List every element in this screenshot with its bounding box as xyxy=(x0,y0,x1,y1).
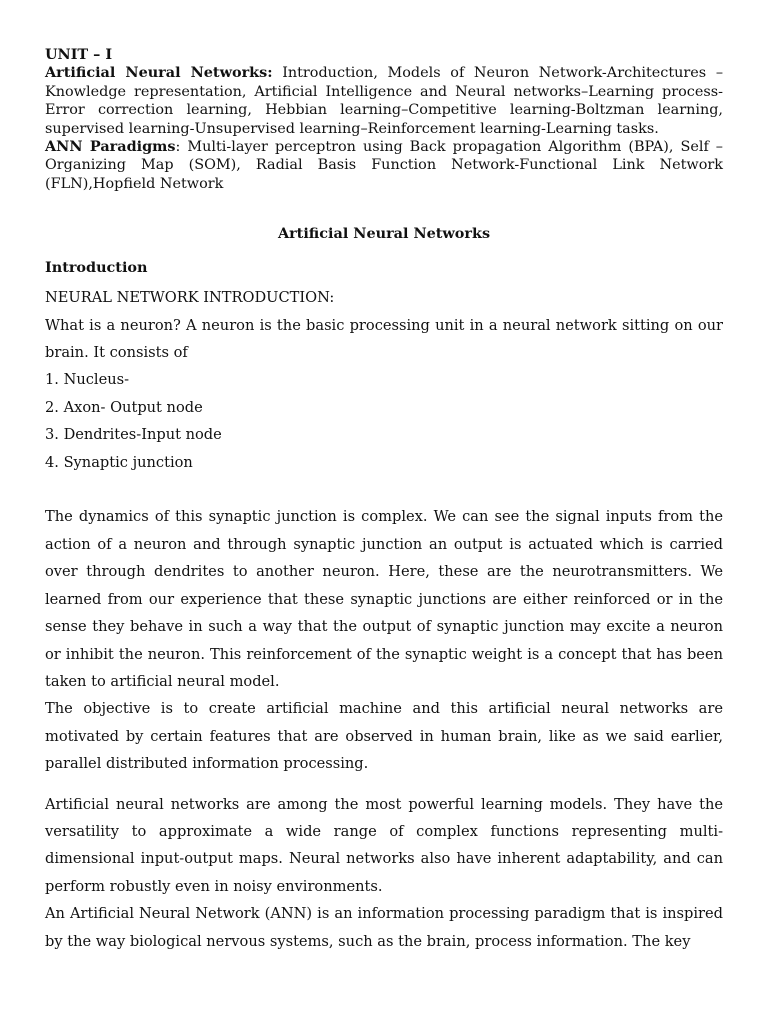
body-paragraph: The objective is to create artificial machine and this artificial neural networks are motivated by certain features that are observed in human brain, like as we said earlier, parallel distributed information processing. xyxy=(45,700,723,773)
syllabus-block xyxy=(45,46,723,193)
document-page xyxy=(45,46,723,955)
syllabus-paradigms-paragraph xyxy=(45,138,723,193)
syllabus-ann-topics: Introduction, Models of Neuron Network-Architectures –Knowledge representation, Artificial Intelligence and Neural networks–Learning process-Error correction learning, Hebbian learning–Competitive learning-Boltzman learning, supervised learning-Unsupervised learning–Reinforcement learning-Learning tasks. xyxy=(45,65,724,137)
section-heading: Introduction xyxy=(45,259,148,277)
body-paragraph: The dynamics of this synaptic junction is complex. We can see the signal inputs from the action of a neuron and through synaptic junction an output is actuated which is carried over through dendrites to another neuron. Here, these are the neurotransmitters. We learned from our experience that these synaptic junctions are either reinforced or in the sense they behave in such a way that the output of synaptic junction may excite a neuron or inhibit the neuron. This reinforcement of the synaptic weight is a concept that has been taken to artificial neural model. xyxy=(45,508,723,690)
syllabus-paradigms-topics: : Multi-layer perceptron using Back propagation Algorithm (BPA), Self –Organizing Map (SOM), Radial Basis Function Network-Functional Link Network (FLN),Hopfield Network xyxy=(45,139,723,192)
document-title: Artificial Neural Networks xyxy=(277,225,491,243)
unit-label: UNIT – I xyxy=(45,46,113,63)
intro-caps-line: NEURAL NETWORK INTRODUCTION: xyxy=(45,289,335,307)
list-item: 2. Axon- Output node xyxy=(45,398,203,416)
body-paragraph: Artificial neural networks are among the most powerful learning models. They have the versatility to approximate a wide range of complex functions representing multi-dimensional input-output maps. Neural networks also have inherent adaptability, and can perform robustly even in noisy environments. xyxy=(45,795,723,895)
syllabus-ann-paragraph xyxy=(45,64,723,138)
list-item: 3. Dendrites-Input node xyxy=(45,426,222,444)
list-item: 1. Nucleus- xyxy=(45,371,130,389)
neuron-question-paragraph: What is a neuron? A neuron is the basic processing unit in a neural network sitting on our brain. It consists of xyxy=(45,316,723,362)
list-item: 4. Synaptic junction xyxy=(45,453,193,471)
syllabus-paradigms-heading: ANN Paradigms xyxy=(45,138,176,156)
neuron-parts-list xyxy=(45,366,723,476)
body-paragraph: An Artificial Neural Network (ANN) is an information processing paradigm that is inspired by the way biological nervous systems, such as the brain, process information. The key xyxy=(45,905,723,950)
syllabus-ann-heading: Artificial Neural Networks: xyxy=(45,64,273,82)
body-text xyxy=(45,284,723,955)
